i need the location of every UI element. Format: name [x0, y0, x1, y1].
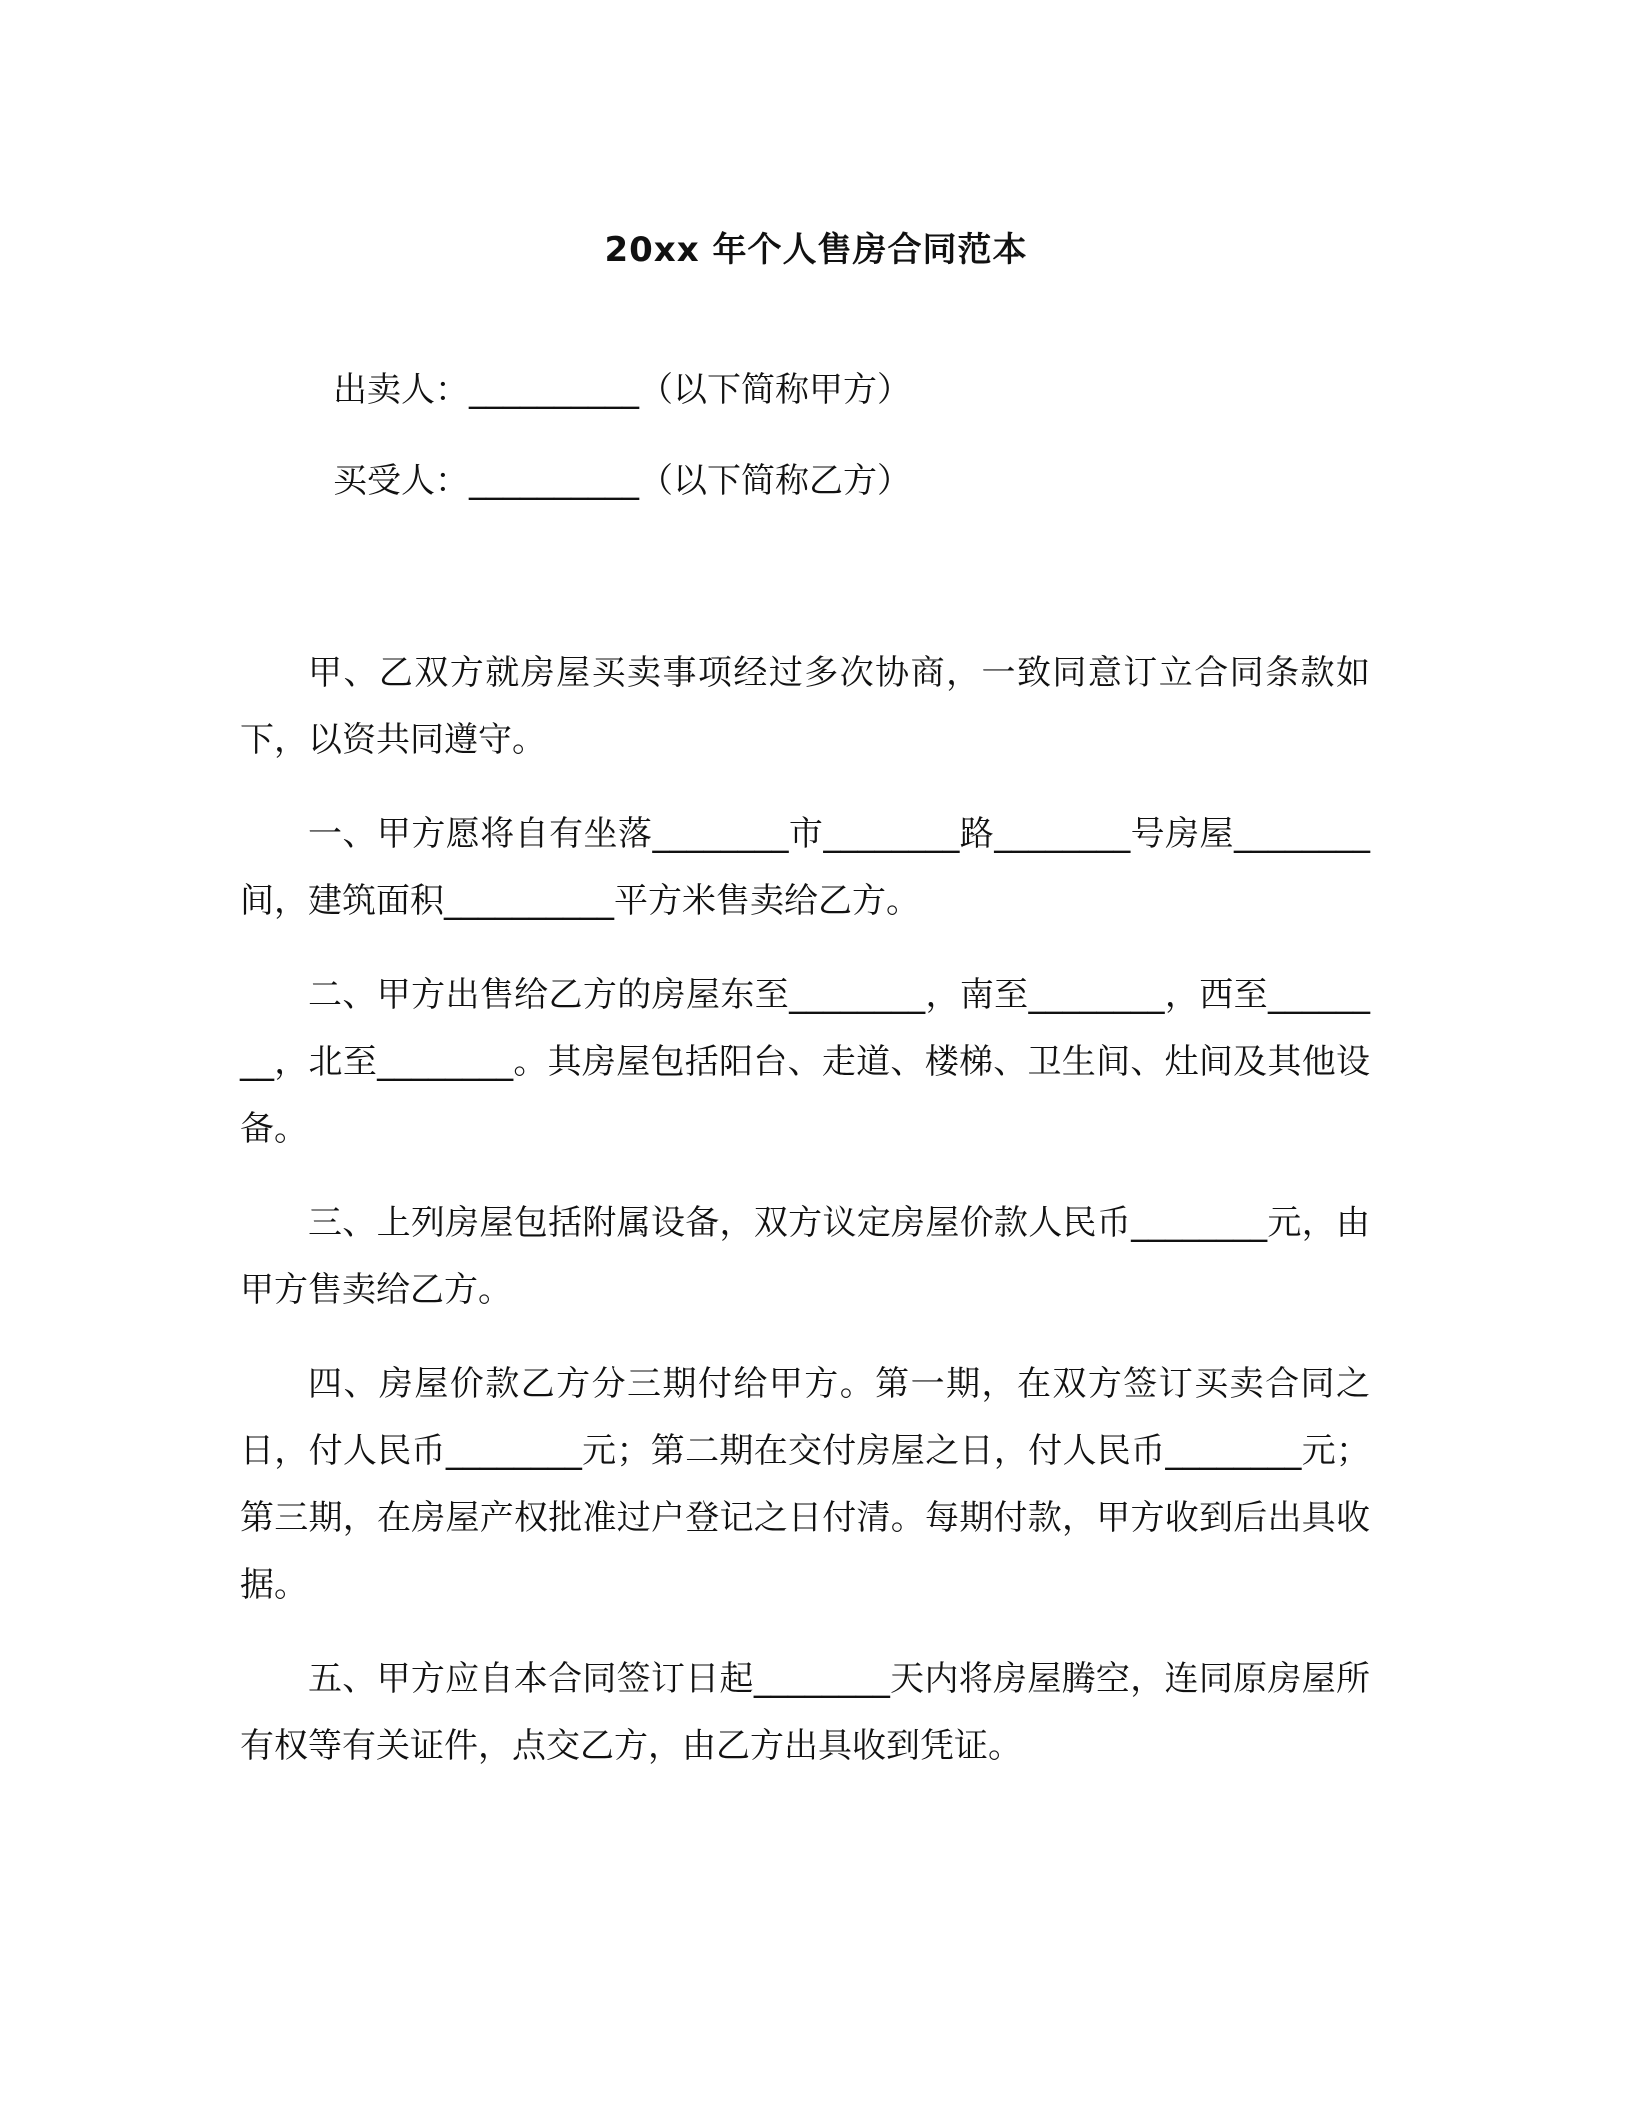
contract-body [240, 640, 1370, 1807]
clause-4-paragraph: 四、房屋价款乙方分三期付给甲方。第一期，在双方签订买卖合同之日，付人民币________元；第二期在交付房屋之日，付人民币________元；第三期，在房屋产权批准过户登记之日付清。每期付款，甲方收到后出具收据。 [240, 1364, 1370, 1605]
clause-5-paragraph: 五、甲方应自本合同签订日起________天内将房屋腾空，连同原房屋所有权等有关证件，点交乙方，由乙方出具收到凭证。 [240, 1659, 1370, 1766]
buyer-line: 买受人：__________（以下简称乙方） [333, 461, 911, 501]
clause-2-paragraph: 二、甲方出售给乙方的房屋东至________，南至________，西至________，北至________。其房屋包括阳台、走道、楼梯、卫生间、灶间及其他设备。 [240, 975, 1370, 1149]
clause-3-paragraph: 三、上列房屋包括附属设备，双方议定房屋价款人民币________元，由甲方售卖给乙方。 [240, 1203, 1370, 1310]
document-title: 20xx 年个人售房合同范本 [604, 230, 1028, 270]
seller-line: 出卖人：__________（以下简称甲方） [333, 370, 911, 410]
clause-1-paragraph: 一、甲方愿将自有坐落________市________路________号房屋________间，建筑面积__________平方米售卖给乙方。 [240, 814, 1370, 921]
intro-paragraph: 甲、乙双方就房屋买卖事项经过多次协商，一致同意订立合同条款如下，以资共同遵守。 [240, 653, 1370, 760]
